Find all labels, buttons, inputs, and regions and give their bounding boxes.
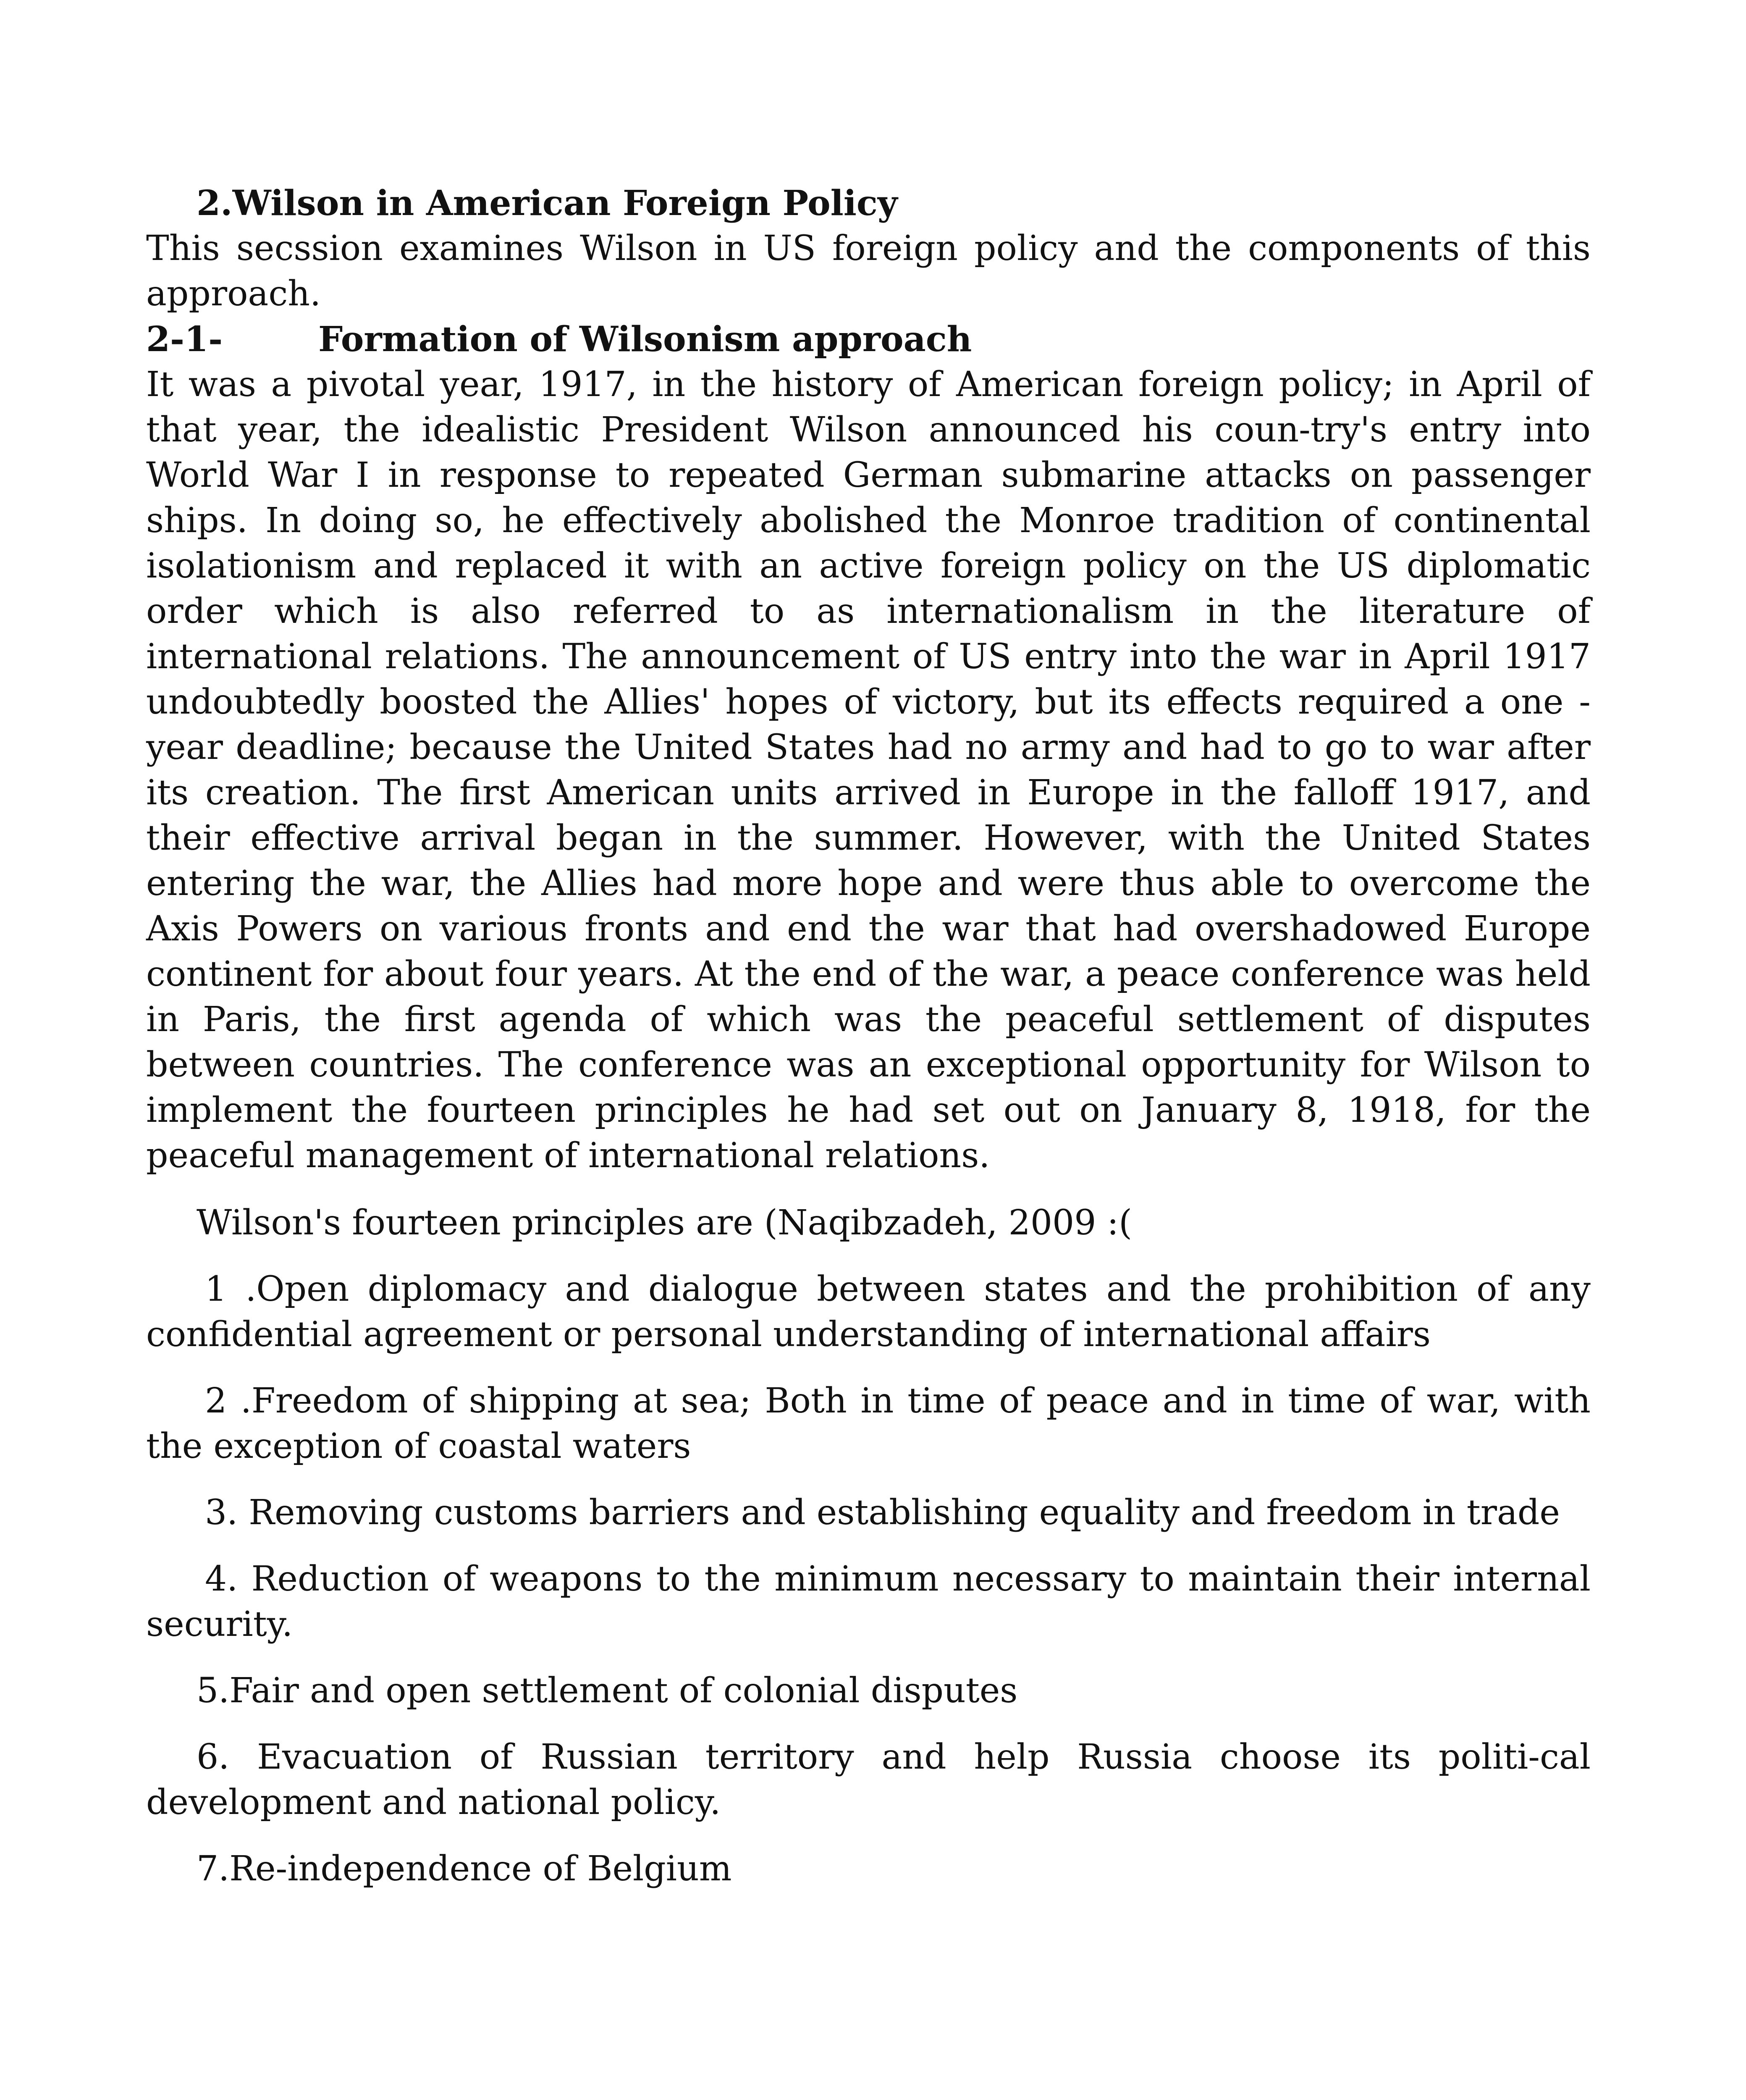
principles-lead: Wilson's fourteen principles are (Naqibzadeh, 2009 :( [197, 1203, 1133, 1243]
principle-item-7: 7.Re-independence of Belgium [197, 1849, 732, 1889]
subsection-number: 2-1- [146, 319, 223, 360]
principle-item-2: 2 .Freedom of shipping at sea; Both in time of peace and in time of war, with the exception of coastal waters [146, 1381, 1591, 1466]
principle-item-4: 4. Reduction of weapons to the minimum necessary to maintain their internal security. [146, 1559, 1591, 1644]
principle-item-1: 1 .Open diplomacy and dialogue between states and the prohibition of any confidential agreement or personal understanding of international affairs [146, 1269, 1591, 1354]
subsection-paragraph: It was a pivotal year, 1917, in the history of American foreign policy; in April of that year, the idealistic President Wilson announced his coun-try's entry into World War I in response to repeated German submarine attacks on passenger ships. In doing so, he effectively abolished the Monroe tradition of continental isolationism and replaced it with an active foreign policy on the US diplomatic order which is also referred to as internationalism in the literature of international relations. The announcement of US entry into the war in April 1917 undoubtedly boosted the Allies' hopes of victory, but its effects required a one -year deadline; because the United States had no army and had to go to war after its creation. The first American units arrived in Europe in the falloff 1917, and their effective arrival began in the summer. However, with the United States entering the war, the Allies had more hope and were thus able to overcome the Axis Powers on various fronts and end the war that had overshadowed Europe continent for about four years. At the end of the war, a peace conference was held in Paris, the first agenda of which was the peaceful settlement of disputes between countries. The conference was an exceptional opportunity for Wilson to implement the fourteen principles he had set out on January 8, 1918, for the peaceful management of international relations. [146, 365, 1591, 1176]
principle-item-3: 3. Removing customs barriers and establishing equality and freedom in trade [205, 1493, 1560, 1533]
section-heading: 2.Wilson in American Foreign Policy [197, 183, 898, 223]
principle-item-5: 5.Fair and open settlement of colonial disputes [197, 1671, 1018, 1711]
document-content [146, 181, 1591, 1892]
section-intro: This secssion examines Wilson in US foreign policy and the components of this approach. [146, 228, 1591, 314]
principle-item-6: 6. Evacuation of Russian territory and help Russia choose its politi-cal development and national policy. [146, 1737, 1591, 1822]
subsection-title: Formation of Wilsonism approach [318, 319, 972, 360]
subsection-heading [146, 317, 1591, 362]
